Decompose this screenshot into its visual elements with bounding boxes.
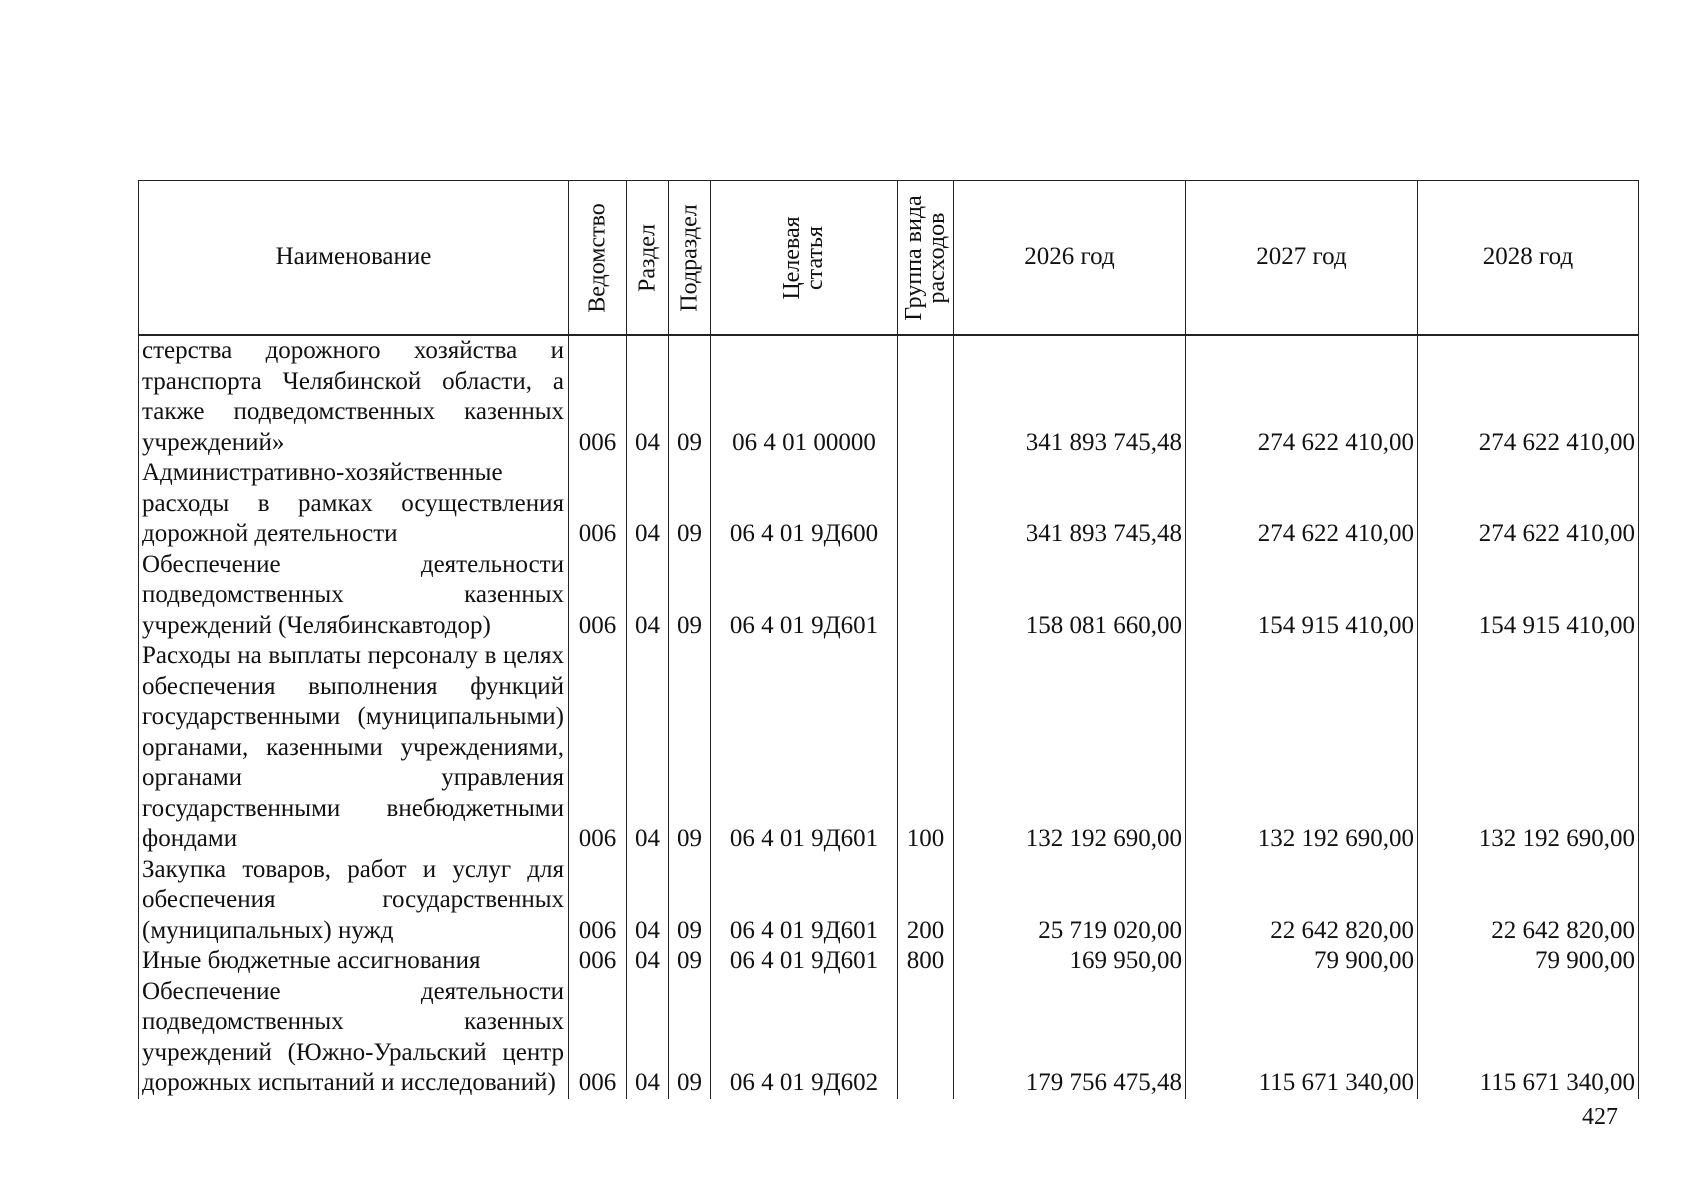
cell-2028: 154 915 410,00 bbox=[1418, 550, 1639, 642]
header-dept bbox=[569, 181, 627, 336]
cell-dept: 006 bbox=[569, 550, 627, 642]
cell-2027: 274 622 410,00 bbox=[1186, 458, 1418, 550]
header-dept-label: Ведомство bbox=[584, 202, 610, 313]
header-group-label: Группа вида расходов bbox=[900, 194, 950, 321]
table-row bbox=[139, 977, 1639, 1099]
cell-target: 06 4 01 9Д602 bbox=[711, 977, 898, 1099]
table-row bbox=[139, 550, 1639, 642]
header-group bbox=[898, 181, 954, 336]
cell-dept: 006 bbox=[569, 977, 627, 1099]
cell-subsection: 09 bbox=[669, 641, 711, 855]
header-subsection bbox=[669, 181, 711, 336]
cell-2028: 115 671 340,00 bbox=[1418, 977, 1639, 1099]
cell-2027: 115 671 340,00 bbox=[1186, 977, 1418, 1099]
header-target bbox=[711, 181, 898, 336]
header-section-label: Раздел bbox=[634, 223, 660, 292]
cell-subsection: 09 bbox=[669, 335, 711, 458]
cell-2026: 341 893 745,48 bbox=[954, 458, 1186, 550]
cell-target: 06 4 01 9Д601 bbox=[711, 946, 898, 977]
cell-dept: 006 bbox=[569, 458, 627, 550]
header-y2027: 2027 год bbox=[1186, 181, 1418, 336]
cell-target: 06 4 01 9Д600 bbox=[711, 458, 898, 550]
cell-dept: 006 bbox=[569, 641, 627, 855]
table-row bbox=[139, 335, 1639, 458]
cell-section: 04 bbox=[627, 977, 669, 1099]
cell-name: Обеспечение деятельности подведомственных казенных учреждений (Южно-Уральский центр дорожных испытаний и исследований) bbox=[139, 977, 569, 1099]
cell-subsection: 09 bbox=[669, 946, 711, 977]
cell-name: Обеспечение деятельности подведомственных казенных учреждений (Челябинскавтодор) bbox=[139, 550, 569, 642]
cell-group: 800 bbox=[898, 946, 954, 977]
budget-table bbox=[138, 180, 1639, 1099]
cell-section: 04 bbox=[627, 550, 669, 642]
cell-target: 06 4 01 00000 bbox=[711, 335, 898, 458]
cell-2028: 274 622 410,00 bbox=[1418, 458, 1639, 550]
table-header bbox=[139, 181, 1639, 336]
cell-name: Закупка товаров, работ и услуг для обеспечения государственных (муниципальных) нужд bbox=[139, 855, 569, 947]
table-row bbox=[139, 641, 1639, 855]
cell-section: 04 bbox=[627, 946, 669, 977]
cell-name: стерства дорожного хозяйства и транспорта Челябинской области, а также подведомственных казенных учреждений» bbox=[139, 335, 569, 458]
cell-dept: 006 bbox=[569, 946, 627, 977]
cell-section: 04 bbox=[627, 458, 669, 550]
table-body bbox=[139, 335, 1639, 1099]
cell-group: 200 bbox=[898, 855, 954, 947]
table-row bbox=[139, 458, 1639, 550]
cell-section: 04 bbox=[627, 641, 669, 855]
cell-subsection: 09 bbox=[669, 550, 711, 642]
cell-2027: 22 642 820,00 bbox=[1186, 855, 1418, 947]
cell-section: 04 bbox=[627, 855, 669, 947]
cell-2027: 79 900,00 bbox=[1186, 946, 1418, 977]
header-y2028: 2028 год bbox=[1418, 181, 1639, 336]
cell-2027: 132 192 690,00 bbox=[1186, 641, 1418, 855]
cell-2028: 274 622 410,00 bbox=[1418, 335, 1639, 458]
cell-2028: 22 642 820,00 bbox=[1418, 855, 1639, 947]
cell-target: 06 4 01 9Д601 bbox=[711, 855, 898, 947]
cell-2026: 341 893 745,48 bbox=[954, 335, 1186, 458]
cell-name: Иные бюджетные ассигнования bbox=[139, 946, 569, 977]
page-number: 427 bbox=[1582, 1104, 1618, 1130]
cell-target: 06 4 01 9Д601 bbox=[711, 641, 898, 855]
header-name: Наименование bbox=[139, 181, 569, 336]
table-row bbox=[139, 855, 1639, 947]
header-y2026: 2026 год bbox=[954, 181, 1186, 336]
header-section bbox=[627, 181, 669, 336]
cell-group bbox=[898, 550, 954, 642]
cell-2027: 274 622 410,00 bbox=[1186, 335, 1418, 458]
cell-name: Расходы на выплаты персоналу в целях обеспечения выполнения функций государственными (муниципальными) органами, казенными учреждениями, органами управления государственными внебюджетными фондами bbox=[139, 641, 569, 855]
cell-2028: 79 900,00 bbox=[1418, 946, 1639, 977]
cell-dept: 006 bbox=[569, 335, 627, 458]
cell-subsection: 09 bbox=[669, 855, 711, 947]
header-target-label: Целевая статья bbox=[779, 215, 828, 300]
cell-name: Административно-хозяйственные расходы в рамках осуществления дорожной деятельности bbox=[139, 458, 569, 550]
cell-2026: 25 719 020,00 bbox=[954, 855, 1186, 947]
cell-group: 100 bbox=[898, 641, 954, 855]
cell-subsection: 09 bbox=[669, 458, 711, 550]
cell-2027: 154 915 410,00 bbox=[1186, 550, 1418, 642]
cell-subsection: 09 bbox=[669, 977, 711, 1099]
cell-group bbox=[898, 977, 954, 1099]
cell-2026: 158 081 660,00 bbox=[954, 550, 1186, 642]
cell-2026: 132 192 690,00 bbox=[954, 641, 1186, 855]
cell-2026: 169 950,00 bbox=[954, 946, 1186, 977]
cell-2026: 179 756 475,48 bbox=[954, 977, 1186, 1099]
cell-dept: 006 bbox=[569, 855, 627, 947]
cell-target: 06 4 01 9Д601 bbox=[711, 550, 898, 642]
table-row bbox=[139, 946, 1639, 977]
cell-section: 04 bbox=[627, 335, 669, 458]
header-subsection-label: Подраздел bbox=[676, 203, 702, 312]
cell-group bbox=[898, 458, 954, 550]
cell-2028: 132 192 690,00 bbox=[1418, 641, 1639, 855]
cell-group bbox=[898, 335, 954, 458]
